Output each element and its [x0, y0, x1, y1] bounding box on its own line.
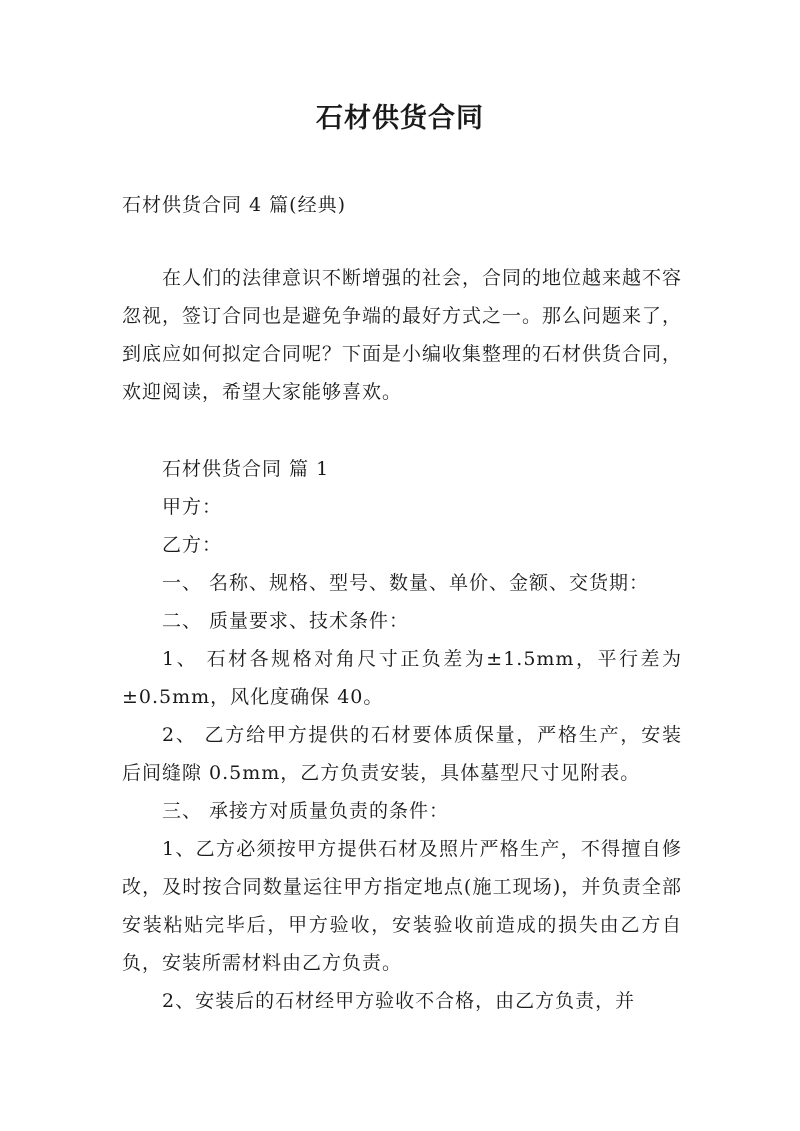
document-subtitle: 石材供货合同 4 篇(经典) — [122, 194, 346, 216]
clause-1-heading: 一、 名称、规格、型号、数量、单价、金额、交货期： — [162, 572, 650, 594]
clause-2-item-2: 2、 乙方给甲方提供的石材要体质保量，严格生产，安装后间缝隙 0.5mm，乙方负责安装，具体墓型尺寸见附表。 — [122, 724, 682, 784]
clause-3-item-1: 1、乙方必须按甲方提供石材及照片严格生产，不得擅自修改，及时按合同数量运往甲方指定地点(施工现场)，并负责全部安装粘贴完毕后，甲方验收，安装验收前造成的损失由乙方自负，安装所需材料由乙方负责。 — [122, 838, 682, 974]
intro-paragraph: 在人们的法律意识不断增强的社会，合同的地位越来越不容忽视，签订合同也是避免争端的最好方式之一。那么问题来了，到底应如何拟定合同呢？下面是小编收集整理的石材供货合同，欢迎阅读，希望大家能够喜欢。 — [122, 267, 683, 403]
clause-3-item-2: 2、安装后的石材经甲方验收不合格，由乙方负责，并 — [162, 990, 636, 1012]
party-a-line: 甲方： — [162, 496, 223, 518]
section-heading: 石材供货合同 篇 1 — [162, 458, 330, 480]
clause-2-heading: 二、 质量要求、技术条件： — [162, 610, 410, 632]
party-b-line: 乙方： — [162, 534, 223, 556]
clause-3-heading: 三、 承接方对质量负责的条件： — [162, 800, 450, 822]
clause-2-item-1: 1、 石材各规格对角尺寸正负差为±1.5mm，平行差为±0.5mm，风化度确保 40。 — [122, 648, 682, 708]
document-title: 石材供货合同 — [316, 103, 484, 134]
contract-section — [122, 450, 682, 1020]
